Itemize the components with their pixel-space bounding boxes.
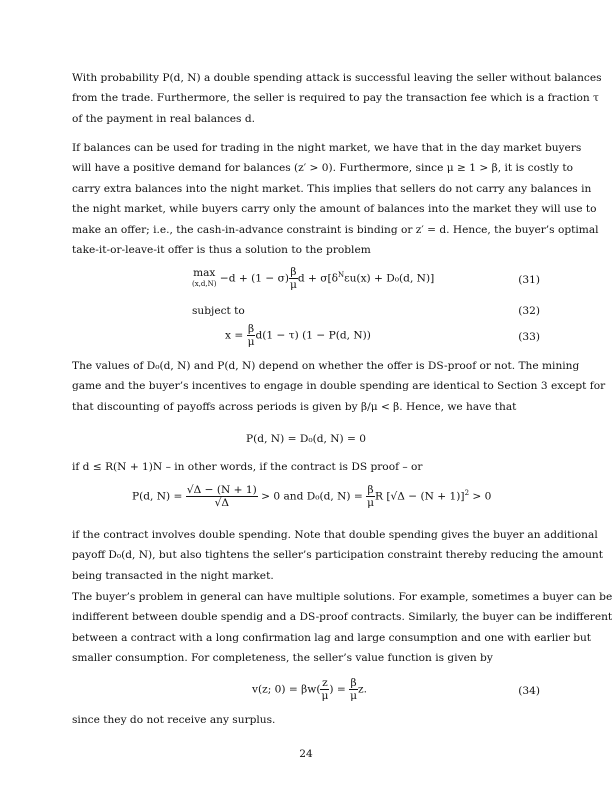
page-number: 24: [299, 748, 313, 760]
text-line: game and the buyer’s incentives to engage in double spending are identical to Section 3 except for: [72, 380, 606, 393]
equation-number-31: (31): [518, 274, 540, 286]
equation-term: z.: [358, 683, 367, 696]
text-line: that discounting of payoffs across periods is given by β/μ < β. Hence, we have that: [72, 400, 517, 413]
equation-term: εu(x) + D₀(d, N)]: [344, 272, 435, 285]
equation-term: P(d, N) =: [132, 490, 183, 503]
fraction-numerator: β: [350, 677, 357, 689]
text-line: take-it-or-leave-it offer is thus a solution to the problem: [72, 244, 371, 257]
subject-to-label: subject to: [192, 305, 245, 317]
fraction-numerator: z: [322, 677, 328, 689]
text-line: If balances can be used for trading in the night market, we have that in the day market buyers: [72, 142, 582, 154]
paragraph-double-spending-payoff: [72, 525, 603, 586]
text-line: The buyer’s problem in general can have multiple solutions. For example, sometimes a buyer can be: [72, 591, 612, 603]
fraction-beta-mu: [366, 484, 375, 509]
paragraph-no-surplus: [72, 710, 540, 730]
text-line: will have a positive demand for balances (z′ > 0). Furthermore, since μ ≥ 1 > β, it is costly to: [72, 162, 574, 175]
text-line: being transacted in the night market.: [72, 569, 274, 582]
fraction-denominator: √Δ: [214, 497, 229, 509]
equation-34: [252, 677, 367, 702]
equation-double-spending: [132, 484, 491, 509]
text-line: the night market, while buyers carry only the amount of balances into the market they will use to: [72, 203, 597, 216]
text-line: payoff D₀(d, N), but also tightens the seller’s participation constraint thereby reducing the amount: [72, 549, 603, 562]
fraction-denominator: μ: [321, 690, 329, 702]
fraction-numerator: β: [247, 323, 255, 335]
text-line: smaller consumption. For completeness, the seller’s value function is given by: [72, 652, 493, 665]
equation-number-34: (34): [518, 685, 540, 697]
fraction-denominator: μ: [350, 690, 357, 702]
equation-ds-proof: P(d, N) = D₀(d, N) = 0: [246, 433, 366, 445]
max-subscript: (x,d,N): [192, 280, 217, 288]
equation-number-33: (33): [518, 331, 540, 343]
equation-term: d(1 − τ) (1 − P(d, N)): [255, 329, 371, 342]
superscript: N: [338, 270, 345, 279]
text-line: since they do not receive any surplus.: [72, 714, 276, 726]
fraction-beta-mu: [289, 266, 298, 291]
fraction-probability: [186, 484, 258, 509]
fraction-beta-mu: [349, 677, 358, 702]
text-line: if d ≤ R(N + 1)N – in other words, if the contract is DS proof – or: [72, 461, 423, 473]
equation-term: d + σ[δ: [297, 272, 338, 285]
paragraph-double-spending-probability: [72, 68, 602, 129]
equation-term: v(z; 0) = βw(: [252, 683, 321, 696]
paragraph-ds-proof-condition: [72, 457, 540, 477]
text-line: carry extra balances into the night market. This implies that sellers do not carry any balances in: [72, 182, 592, 195]
equation-number-32: (32): [518, 305, 540, 317]
text-line: from the trade. Furthermore, the seller is required to pay the transaction fee which is a fraction τ: [72, 92, 599, 105]
paragraph-night-market: [72, 138, 599, 260]
fraction-numerator: β: [367, 484, 374, 496]
equation-31: [192, 266, 434, 291]
text-line: indifferent between double spendig and a DS-proof contracts. Similarly, the buyer can be indifferent: [72, 611, 612, 624]
max-label: max: [193, 267, 216, 279]
fraction-denominator: μ: [367, 497, 375, 509]
text-line: The values of D₀(d, N) and P(d, N) depend on whether the offer is DS-proof or not. The mining: [72, 360, 580, 372]
text-line: if the contract involves double spending. Note that double spending gives the buyer an additional: [72, 529, 598, 541]
fraction-denominator: μ: [289, 279, 297, 291]
fraction-z-mu: [320, 677, 329, 702]
paragraph-mining-game: [72, 356, 606, 417]
equation-term: > 0: [472, 490, 492, 503]
paragraph-multiple-solutions: [72, 587, 612, 669]
max-operator: [192, 268, 216, 289]
equation-term: −d + (1 − σ): [219, 272, 289, 285]
text-line: of the payment in real balances d.: [72, 112, 255, 125]
text-line: With probability P(d, N) a double spending attack is successful leaving the seller without balances: [72, 72, 602, 84]
superscript: 2: [464, 488, 470, 497]
text-line: between a contract with a long confirmation lag and large consumption and one with earlier but: [72, 631, 592, 644]
equation-term: x =: [225, 329, 244, 342]
fraction-denominator: μ: [247, 336, 255, 348]
fraction-numerator: β: [290, 266, 297, 278]
equation-term: > 0 and D₀(d, N) =: [261, 490, 363, 503]
text-line: make an offer; i.e., the cash-in-advance constraint is binding or z′ = d. Hence, the buyer’s optimal: [72, 223, 599, 236]
equation-term: R [√Δ − (N + 1)]: [375, 490, 465, 503]
equation-term: ) =: [329, 683, 346, 696]
fraction-numerator: √Δ − (N + 1): [186, 484, 257, 496]
equation-33: [225, 323, 371, 348]
